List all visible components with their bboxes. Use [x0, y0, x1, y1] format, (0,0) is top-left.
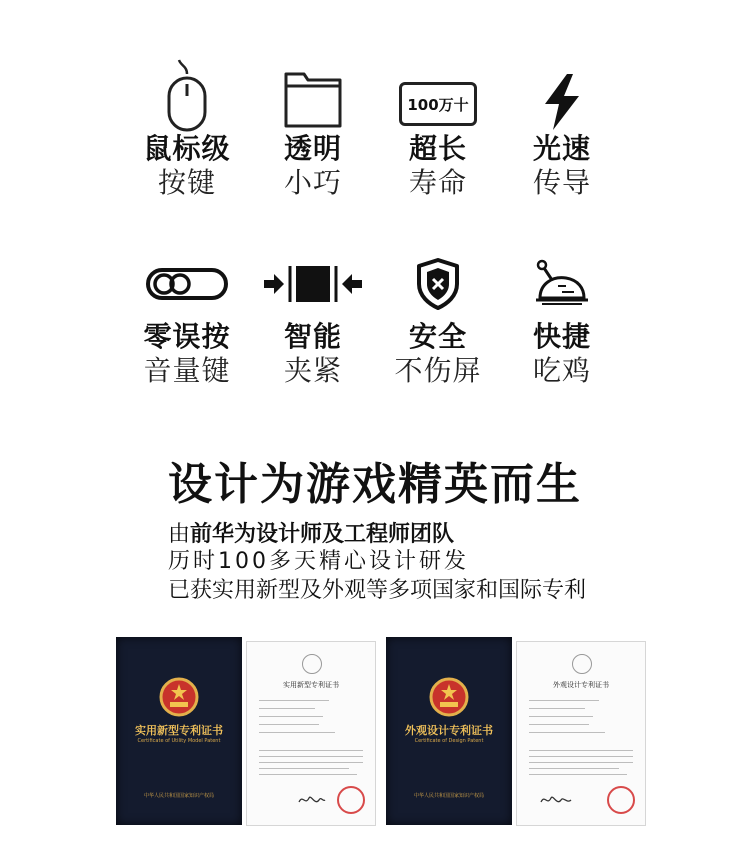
text-line	[529, 732, 605, 733]
text-line	[259, 750, 363, 751]
text-line	[529, 700, 599, 701]
document-title: 实用新型专利证书	[283, 681, 339, 689]
text-line	[529, 708, 585, 709]
text-line	[259, 724, 319, 725]
shield-icon	[373, 248, 503, 320]
national-emblem-icon	[429, 677, 469, 721]
description-line-2: 历时100多天精心设计研发	[168, 549, 469, 574]
red-stamp-icon	[607, 786, 635, 814]
cover-subtitle: Certificate of Design Patent	[414, 738, 484, 744]
text-line	[529, 724, 589, 725]
text-line	[529, 756, 633, 757]
text-line	[529, 762, 633, 763]
certificate-cover	[116, 637, 242, 825]
toggle-icon	[122, 248, 252, 320]
squeeze-icon	[248, 248, 378, 320]
text-line	[529, 750, 633, 751]
feature-subtitle: 音量键	[143, 354, 231, 387]
feature-subtitle: 小巧	[283, 166, 342, 199]
national-emblem-icon	[159, 677, 199, 721]
description-line-3: 已获实用新型及外观等多项国家和国际专利	[168, 578, 587, 603]
million-icon-label: 100万十	[399, 82, 477, 126]
cover-title: 实用新型专利证书	[135, 724, 223, 737]
cover-subtitle: Certificate of Utility Model Patent	[137, 738, 221, 744]
feature-screen-safe	[373, 248, 503, 388]
feature-subtitle: 吃鸡	[532, 354, 591, 387]
chicken-icon	[497, 248, 627, 320]
folder-icon	[248, 52, 378, 132]
red-stamp-icon	[337, 786, 365, 814]
certificate-cover	[386, 637, 512, 825]
text-line	[259, 708, 315, 709]
text-line	[529, 716, 593, 717]
text-line	[259, 756, 363, 757]
mouse-icon	[122, 52, 252, 132]
text-line	[529, 774, 627, 775]
signature-icon	[297, 792, 327, 812]
text-line	[259, 768, 349, 769]
feature-mouse-keys	[122, 52, 252, 200]
feature-long-life	[373, 52, 503, 200]
feature-subtitle: 传导	[532, 166, 591, 199]
certificate-document	[246, 641, 376, 826]
certificate-document	[516, 641, 646, 826]
text-line	[259, 700, 329, 701]
signature-icon	[539, 792, 573, 812]
certificate-seal-icon	[572, 654, 592, 674]
certificate-design-patent	[386, 637, 648, 825]
feature-title: 安全	[408, 320, 467, 353]
description-prefix: 由	[168, 522, 191, 547]
description-line-1	[168, 520, 454, 550]
certificate-seal-icon	[302, 654, 322, 674]
feature-title: 快捷	[532, 320, 591, 353]
feature-title: 智能	[283, 320, 342, 353]
feature-subtitle: 按键	[157, 166, 216, 199]
feature-transparent	[248, 52, 378, 200]
feature-quick-chicken	[497, 248, 627, 388]
lightning-icon	[497, 52, 627, 132]
million-icon	[373, 52, 503, 132]
description-team: 前华为设计师及工程师团队	[190, 522, 455, 547]
cover-footer: 中华人民共和国国家知识产权局	[143, 793, 214, 799]
document-title: 外观设计专利证书	[553, 681, 609, 689]
text-line	[259, 732, 335, 733]
feature-light-speed	[497, 52, 627, 200]
feature-title: 鼠标级	[143, 132, 231, 165]
text-line	[259, 716, 323, 717]
certificate-utility-model	[116, 637, 378, 825]
text-line	[529, 768, 619, 769]
feature-smart-clamp	[248, 248, 378, 388]
feature-title: 光速	[532, 132, 591, 165]
feature-title: 零误按	[143, 320, 231, 353]
cover-title: 外观设计专利证书	[405, 724, 493, 737]
feature-title: 透明	[283, 132, 342, 165]
text-line	[259, 762, 363, 763]
text-line	[259, 774, 357, 775]
feature-subtitle: 寿命	[408, 166, 467, 199]
feature-volume-key	[122, 248, 252, 388]
feature-title: 超长	[408, 132, 467, 165]
feature-subtitle: 夹紧	[283, 354, 342, 387]
headline: 设计为游戏精英而生	[168, 459, 582, 510]
cover-footer: 中华人民共和国国家知识产权局	[413, 793, 484, 799]
feature-subtitle: 不伤屏	[394, 354, 482, 387]
